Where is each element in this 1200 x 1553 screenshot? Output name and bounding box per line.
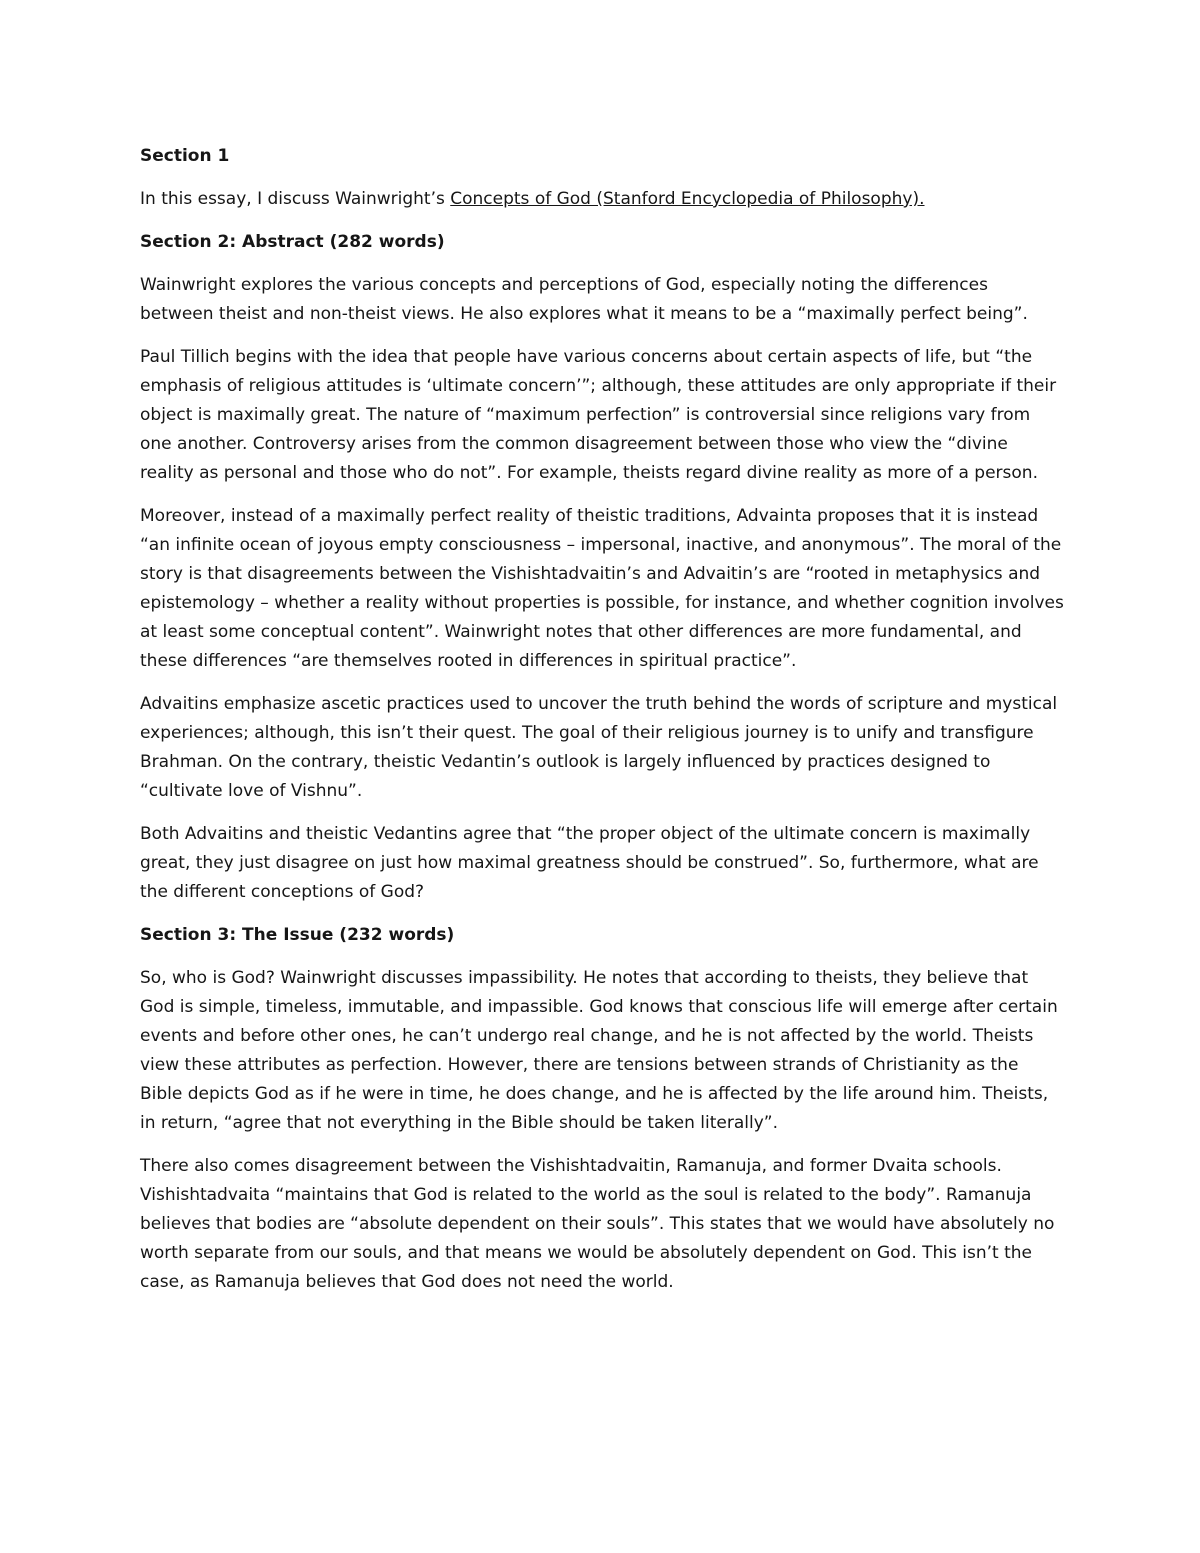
abstract-paragraph: Both Advaitins and theistic Vedantins agree that “the proper object of the ultimate concern is maximally great, they just disagree on just how maximal greatness should be construed”. So, furthermore, what are the different conceptions of God? (140, 824, 1039, 902)
section-1-heading: Section 1 (140, 146, 230, 166)
abstract-paragraph: Moreover, instead of a maximally perfect reality of theistic traditions, Advainta proposes that it is instead “an infinite ocean of joyous empty consciousness – impersonal, inactive, and anonymous”. The moral of the story is that disagreements between the Vishishtadvaitin’s and Advaitin’s are “rooted in metaphysics and epistemology – whether a reality without properties is possible, for instance, and whether cognition involves at least some conceptual content”. Wainwright notes that other differences are more fundamental, and these differences “are themselves rooted in differences in spiritual practice”. (140, 506, 1064, 671)
section-2-heading: Section 2: Abstract (282 words) (140, 232, 445, 252)
source-link[interactable]: Concepts of God (Stanford Encyclopedia of Philosophy). (450, 189, 925, 209)
issue-paragraph: So, who is God? Wainwright discusses impassibility. He notes that according to theists, they believe that God is simple, timeless, immutable, and impassible. God knows that conscious life will emerge after certain events and before other ones, he can’t undergo real change, and he is not affected by the world. Theists view these attributes as perfection. However, there are tensions between strands of Christianity as the Bible depicts God as if he were in time, he does change, and he is affected by the life around him. Theists, in return, “agree that not everything in the Bible should be taken literally”. (140, 968, 1058, 1133)
document-page (140, 142, 1065, 1311)
section-3-heading: Section 3: The Issue (232 words) (140, 925, 455, 945)
issue-paragraph: There also comes disagreement between the Vishishtadvaitin, Ramanuja, and former Dvaita schools. Vishishtadvaita “maintains that God is related to the world as the soul is related to the body”. Ramanuja believes that bodies are “absolute dependent on their souls”. This states that we would have absolutely no worth separate from our souls, and that means we would be absolutely dependent on God. This isn’t the case, as Ramanuja believes that God does not need the world. (140, 1156, 1055, 1292)
abstract-paragraph: Wainwright explores the various concepts and perceptions of God, especially noting the differences between theist and non-theist views. He also explores what it means to be a “maximally perfect being”. (140, 275, 1028, 324)
abstract-paragraph: Paul Tillich begins with the idea that people have various concerns about certain aspects of life, but “the emphasis of religious attitudes is ‘ultimate concern’”; although, these attitudes are only appropriate if their object is maximally great. The nature of “maximum perfection” is controversial since religions vary from one another. Controversy arises from the common disagreement between those who view the “divine reality as personal and those who do not”. For example, theists regard divine reality as more of a person. (140, 347, 1057, 483)
intro-text: In this essay, I discuss Wainwright’s (140, 189, 451, 209)
intro-paragraph (140, 185, 1065, 214)
abstract-paragraph: Advaitins emphasize ascetic practices used to uncover the truth behind the words of scripture and mystical experiences; although, this isn’t their quest. The goal of their religious journey is to unify and transfigure Brahman. On the contrary, theistic Vedantin’s outlook is largely influenced by practices designed to “cultivate love of Vishnu”. (140, 694, 1058, 801)
